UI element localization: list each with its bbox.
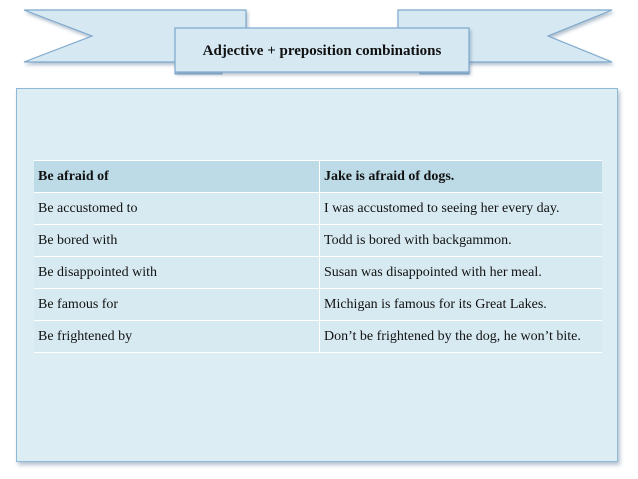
header-phrase-cell: Be afraid of	[34, 161, 320, 193]
example-cell: Susan was disappointed with her meal.	[320, 257, 603, 289]
header-example-cell: Jake is afraid of dogs.	[320, 161, 603, 193]
example-cell: I was accustomed to seeing her every day.	[320, 193, 603, 225]
phrase-cell: Be bored with	[34, 225, 320, 257]
example-cell: Michigan is famous for its Great Lakes.	[320, 289, 603, 321]
phrase-cell: Be accustomed to	[34, 193, 320, 225]
table-row	[34, 321, 602, 353]
example-cell: Todd is bored with backgammon.	[320, 225, 603, 257]
table-row	[34, 289, 602, 321]
table-row	[34, 257, 602, 289]
combinations-table	[34, 160, 602, 353]
page-title: Adjective + preposition combinations	[202, 42, 442, 59]
table-row	[34, 225, 602, 257]
phrase-cell: Be frightened by	[34, 321, 320, 353]
phrase-cell: Be famous for	[34, 289, 320, 321]
table-header-row	[34, 161, 602, 193]
table-row	[34, 193, 602, 225]
example-cell: Don’t be frightened by the dog, he won’t bite.	[320, 321, 603, 353]
phrase-cell: Be disappointed with	[34, 257, 320, 289]
